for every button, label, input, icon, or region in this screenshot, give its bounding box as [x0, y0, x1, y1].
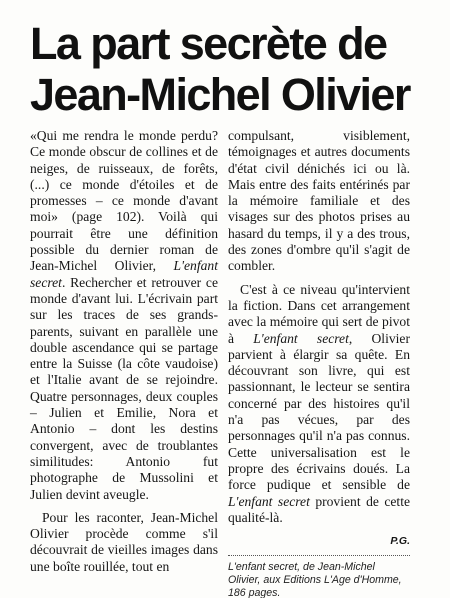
paragraph-fiction: [228, 282, 410, 526]
paragraph-continued: compulsant, visiblement, témoignages et autres documents d'état civil dénichés ici ou là. Mais entre des faits entérinés par la mémoire familiale et des visages sur des photos prises au hasard du temps, il y a des trous, des zones d'ombre qu'il s'agit de combler.: [228, 128, 410, 274]
book-credit: [228, 561, 410, 598]
author-signature: P.G.: [390, 535, 410, 548]
divider-rule: [228, 555, 410, 556]
credit-details: , de Jean-Michel Olivier, aux Editions L'Age d'Homme, 186 pages.: [228, 561, 402, 598]
article-headline: [30, 18, 440, 120]
paragraph-text: «Qui me rendra le monde perdu? Ce monde obscur de collines et de neiges, de ruisseaux, de forêts, (...) ce monde d'étoiles et de promesses – ce monde d'avant moi» (page 102). Voilà qui pourrait être une définition possible du dernier roman de Jean-Michel Olivier,: [30, 128, 218, 274]
article-column-right: [228, 128, 410, 598]
headline-line-2: Jean-Michel Olivier: [30, 69, 410, 120]
paragraph-text: C'est à ce niveau qu'intervient la fiction. Dans cet arrangement avec la mémoire qui sert de pivot à: [228, 281, 410, 346]
paragraph-second: Pour les raconter, Jean-Michel Olivier procède comme s'il découvrait de vieilles images dans une boîte rouillée, tout en: [30, 509, 218, 574]
headline-line-1: La part secrète de: [30, 18, 387, 69]
paragraph-text: . Rechercher et retrouver ce monde d'avant lui. L'écrivain part sur les traces de ses grands-parents, suivant en parallèle une double ascendance qui se partage entre la Suisse (la côte vaudoise) et l'Italie avant de se rejoindre. Quatre personnages, deux couples – Julien et Emilie, Nora et Antonio – dont les destins convergent, avec de troublantes similitudes: Antonio fut photographe de Mussolini et Julien devint aveugle.: [30, 274, 218, 502]
book-title: L'enfant secret: [253, 330, 349, 346]
paragraph-text: , Olivier parvient à élargir sa quête. En découvrant son livre, qui est passionnant, le lecteur se sentira concerné par des histoires qu'il n'a pas vécues, par des personnages qu'il n'a pas connus. Cette universalisation est le propre des écrivains doués. La force pudique et sensible de: [228, 330, 410, 493]
paragraph-text: provient de cette qualité-là.: [228, 493, 411, 525]
paragraph-intro: [30, 128, 218, 503]
article-column-left: [30, 128, 218, 582]
book-title: L'enfant secret: [30, 258, 218, 290]
book-title: L'enfant secret: [228, 493, 310, 509]
credit-book-title: L'enfant secret: [228, 561, 298, 574]
